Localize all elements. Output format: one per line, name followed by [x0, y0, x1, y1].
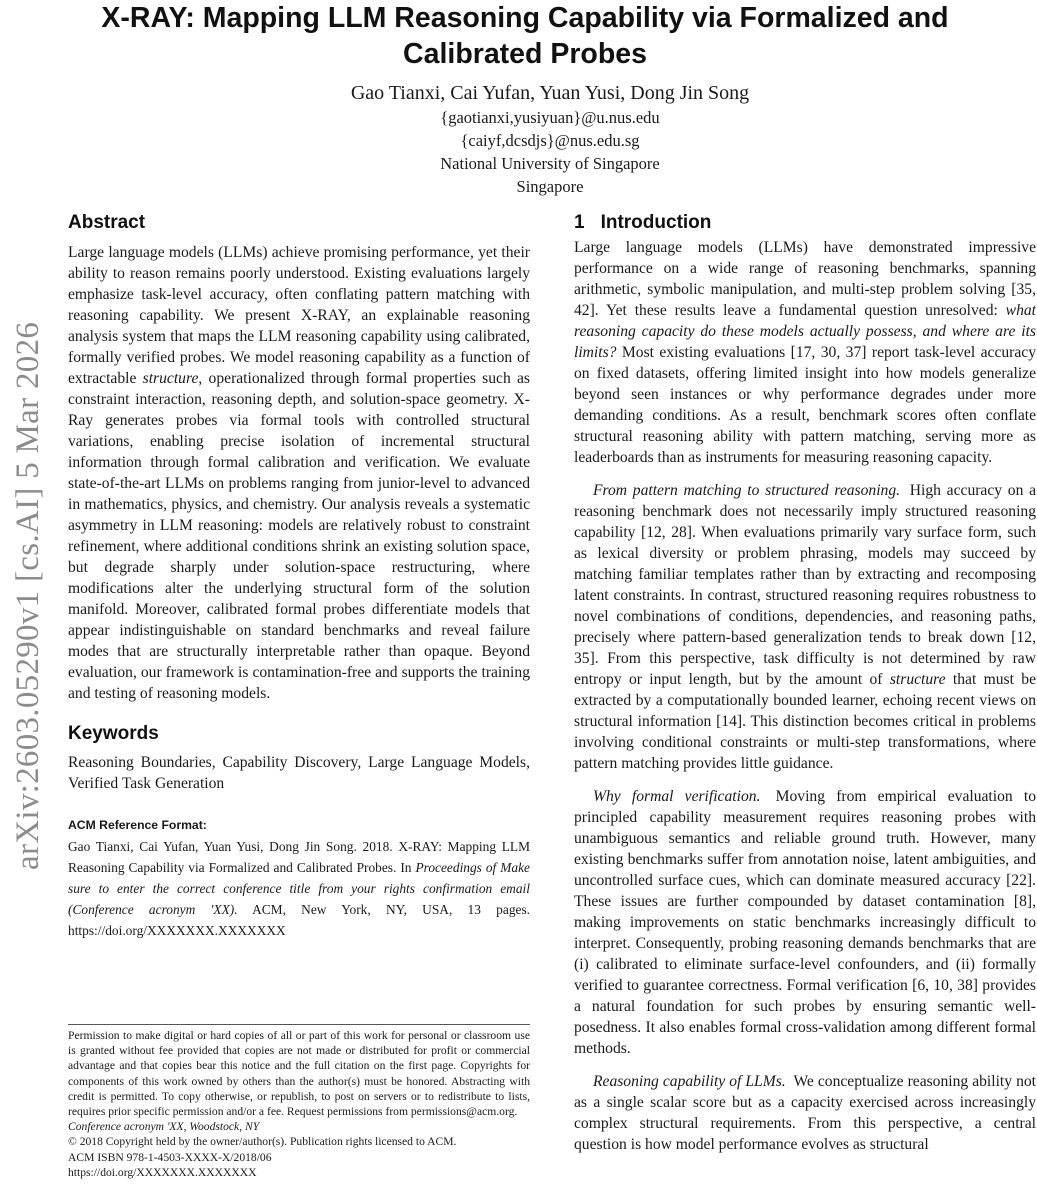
copyright-footnote — [68, 1024, 530, 1180]
conference-venue: Conference acronym 'XX, Woodstock, NY — [68, 1120, 260, 1134]
section-title: Introduction — [600, 212, 712, 233]
acm-reference-text: Gao Tianxi, Cai Yufan, Yuan Yusi, Dong Jin Song. 2018. X-RAY: Mapping LLM Reasoning Capability via Formalized and Calibrated Probes. In Proceedings of Make sure to enter the correct conference title from your rights confirmation email (Conference acronym 'XX). ACM, New York, NY, USA, 13 pages. https://doi.org/XXXXXXX.XXXXXXX — [68, 839, 531, 938]
intro-paragraph-4: Reasoning capability of LLMs. We conceptualize reasoning ability not as a single scalar score but as a capacity exercised across increasingly complex structural requirements. From this perspective, a central question is how model performance evolves as structural — [574, 1073, 1037, 1153]
abstract-heading: Abstract — [68, 212, 146, 233]
section-number: 1 — [574, 212, 585, 233]
abstract-text: Large language models (LLMs) achieve promising performance, yet their ability to reason remains poorly understood. Existing evaluations largely emphasize task-level accuracy, often conflating pattern matching with reasoning capability. We present X-RAY, an explainable reasoning analysis system that maps the LLM reasoning capability using calibrated, formally verified probes. We model reasoning capability as a function of extractable structure, operationalized through formal properties such as constraint interaction, reasoning depth, and solution-space geometry. X-Ray generates probes via formal tools with controlled structural variations, enabling precise isolation of incremental structural information through formal calibration and verification. We evaluate state-of-the-art LLMs on problems ranging from junior-level to advanced in mathematics, physics, and chemistry. Our analysis reveals a systematic asymmetry in LLM reasoning: models are relatively robust to constraint refinement, where additional conditions shrink an existing solution space, but degrade sharply under solution-space restructuring, where modifications alter the underlying structural form of the solution manifold. Moreover, calibrated formal probes differentiate models that appear indistinguishable on standard benchmarks and reveal failure modes that are structurally interpretable rather than opaque. Beyond evaluation, our framework is contamination-free and supports the training and testing of reasoning models. — [68, 244, 530, 702]
isbn-line: ACM ISBN 978-1-4503-XXXX-X/2018/06 — [68, 1150, 272, 1164]
paper-title: X-RAY: Mapping LLM Reasoning Capability via Formalized and Calibrated Probes — [101, 2, 949, 70]
intro-paragraph-2: From pattern matching to structured reasoning. High accuracy on a reasoning benchmark does not necessarily imply structured reasoning capability [12, 28]. When evaluations primarily vary surface form, such as lexical diversity or problem phrasing, models may succeed by matching familiar templates rather than by extracting and recomposing latent constraints. In contrast, structured reasoning requires robustness to novel combinations of conditions, dependencies, and reasoning paths, precisely where pattern-based generalization tends to break down [12, 35]. From this perspective, task difficulty is not determined by raw entropy or input length, but by the amount of structure that must be extracted by a computationally bounded learner, echoing recent views on structural information [14]. This distinction becomes critical in problems involving conditional constraints or multi-step transformations, where pattern matching provides little guidance. — [574, 482, 1037, 772]
acm-reference — [68, 815, 530, 941]
arxiv-identifier: arXiv:2603.05290v1 [cs.AI] 5 Mar 2026 — [10, 321, 46, 870]
right-column — [574, 209, 1036, 1155]
intro-paragraph-3: Why formal verification. Moving from empirical evaluation to principled capability measurement requires reasoning probes with unambiguous semantics and reliable ground truth. However, many existing benchmarks suffer from annotation noise, latent ambiguities, and uncontrolled surface cues, which can dominate measured accuracy [22]. These issues are further compounded by dataset contamination [8], making improvements on static benchmarks increasingly difficult to interpret. Consequently, probing reasoning demands benchmarks that are (i) calibrated to eliminate surface-level confounders, and (ii) formally verified to guarantee correctness. Formal verification [6, 10, 38] provides a natural foundation for such probes by ensuring semantic well-posedness. It also enables formal cross-validation among different formal methods. — [574, 788, 1036, 1057]
keywords-text: Reasoning Boundaries, Capability Discovery, Large Language Models, Verified Task Generation — [68, 754, 530, 792]
intro-paragraph-1: Large language models (LLMs) have demonstrated impressive performance on a wide range of reasoning benchmarks, spanning arithmetic, symbolic manipulation, and multi-step problem solving [35, 42]. Yet these results leave a fundamental question unresolved: what reasoning capacity do these models actually possess, and where are its limits? Most existing evaluations [17, 30, 37] report task-level accuracy on fixed datasets, offering limited insight into how models generalize beyond seen instances or why performance degrades under more demanding conditions. As a result, benchmark scores often conflate structural reasoning ability with pattern matching, serving more as leaderboards than as instruments for measuring reasoning capacity. — [574, 239, 1036, 466]
author-email-1: {gaotianxi,yusiyuan}@u.nus.edu — [440, 108, 660, 127]
introduction-heading — [574, 209, 1036, 237]
keywords-heading: Keywords — [68, 723, 159, 744]
left-column — [68, 209, 530, 941]
doi-link[interactable]: https://doi.org/XXXXXXX.XXXXXXX — [68, 1165, 257, 1179]
copyright-line: © 2018 Copyright held by the owner/author(s). Publication rights licensed to ACM. — [68, 1135, 457, 1149]
author-affiliation: National University of Singapore — [440, 154, 660, 173]
author-names: Gao Tianxi, Cai Yufan, Yuan Yusi, Dong Jin Song — [350, 82, 750, 104]
author-block — [60, 80, 1037, 198]
author-email-2: {caiyf,dcsdjs}@nus.edu.sg — [460, 131, 640, 150]
permission-notice: Permission to make digital or hard copies of all or part of this work for personal or classroom use is granted without fee provided that copies are not made or distributed for profit or commercial advantage and that copies bear this notice and the full citation on the first page. Copyrights for components of this work owned by others than the author(s) must be honored. Abstracting with credit is permitted. To copy otherwise, or republish, to post on servers or to redistribute to lists, requires prior specific permission and/or a fee. Request permissions from permissions@acm.org. — [68, 1029, 530, 1119]
author-country: Singapore — [516, 177, 584, 196]
acm-reference-heading: ACM Reference Format: — [68, 818, 207, 832]
